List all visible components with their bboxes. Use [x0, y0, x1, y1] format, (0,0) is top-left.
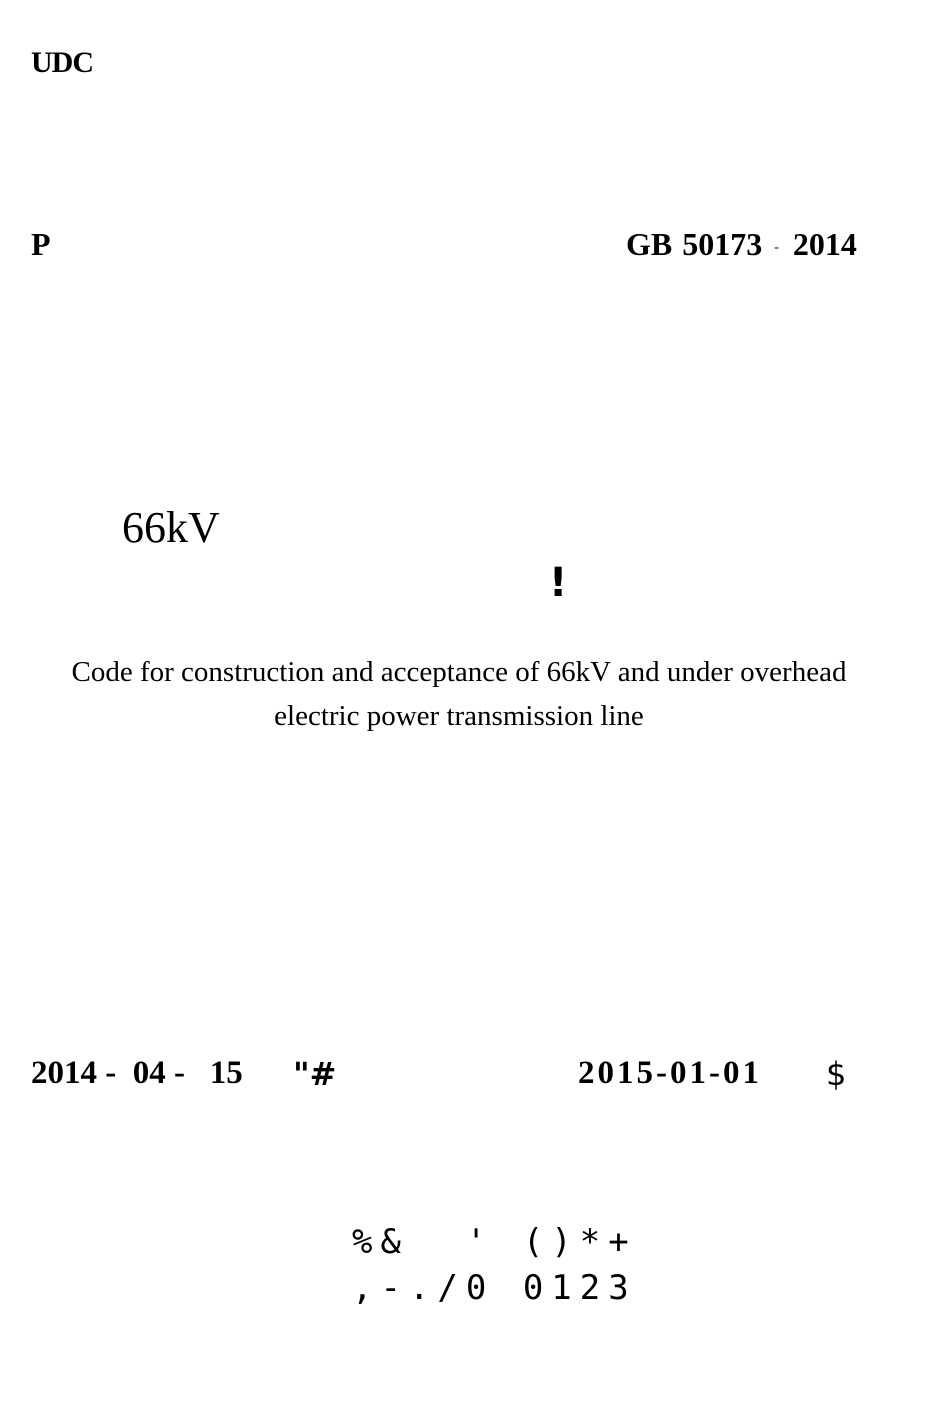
effective-date: 2015-01-01	[578, 1055, 762, 1091]
standard-separator: -	[774, 239, 779, 255]
standard-prefix: GB	[626, 226, 673, 262]
issue-date: 2014 - 04 - 15	[31, 1055, 243, 1091]
publisher-line-2: ,-./0 0123	[352, 1268, 637, 1308]
standard-year: 2014	[792, 226, 857, 262]
title-voltage: 66kV	[122, 503, 220, 552]
issue-mark: "#	[293, 1055, 337, 1093]
title-mark: !	[549, 560, 568, 606]
udc-label: UDC	[31, 46, 93, 79]
english-title: Code for construction and acceptance of 66kV and under overhead electric power transmission line	[71, 656, 847, 732]
standard-code: 50173	[682, 226, 763, 262]
category-code: P	[31, 226, 51, 262]
publisher-line-1: %& ' ()*+	[352, 1222, 637, 1262]
effective-mark: $	[826, 1055, 847, 1093]
standard-number	[626, 226, 857, 263]
